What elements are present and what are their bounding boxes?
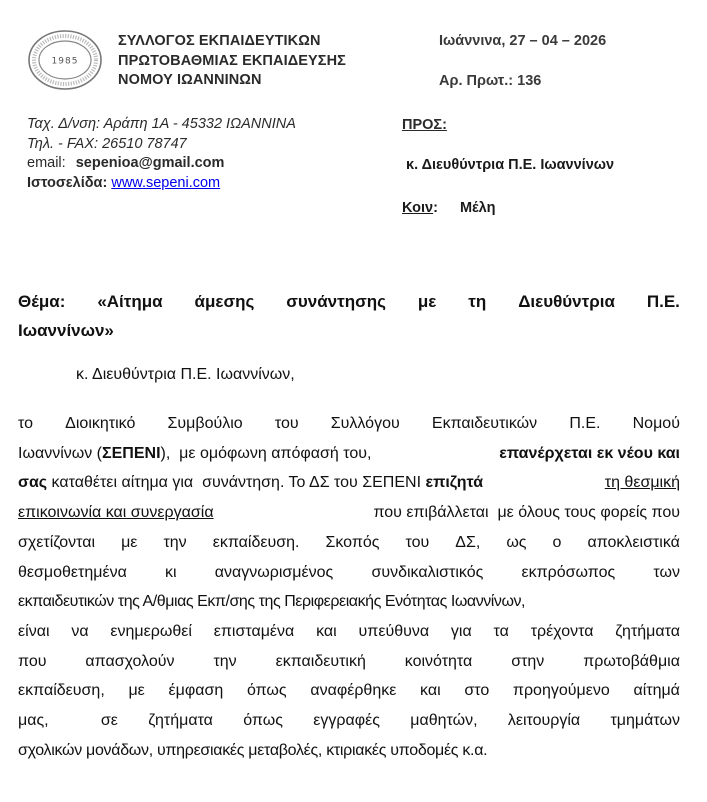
body-word: είναι — [18, 622, 50, 640]
body-word: Σκοπός — [325, 533, 380, 551]
subject-word: άμεσης — [194, 292, 255, 311]
body-line — [18, 498, 680, 528]
body-text: ), με ομόφωνη απόφασή του, — [160, 444, 372, 462]
body-line — [18, 558, 680, 588]
body-word: να — [71, 622, 89, 640]
body-word: αίτημά — [633, 682, 680, 700]
body-line — [18, 647, 680, 677]
protocol-number: Αρ. Πρωτ.: 136 — [439, 73, 542, 89]
body-segment — [18, 468, 483, 498]
body-word: Εκπαιδευτικών — [431, 415, 538, 432]
body-text: Ιωαννίνων ( — [18, 444, 103, 462]
body-word: λειτουργία — [507, 712, 581, 730]
subject-word: συνάντησης — [286, 292, 386, 311]
subject-word: τη — [468, 292, 487, 311]
body-word: αναγνωρισμένος — [214, 563, 334, 581]
body-line — [18, 528, 680, 558]
to-label: ΠΡΟΣ: — [402, 117, 447, 133]
body-word: εγγραφές — [313, 712, 380, 730]
cc-colon: : — [433, 200, 438, 216]
body-underlined: τη θεσμική — [604, 474, 680, 492]
body-word: εκπαίδευση, — [18, 682, 105, 700]
body-word: την — [213, 652, 237, 670]
body-word: επισταμένα — [213, 622, 295, 640]
body-word: απασχολούν — [85, 652, 175, 670]
body-word: εκπαιδευτική — [275, 652, 366, 670]
body-paragraph — [18, 409, 680, 765]
body-word: Π.Ε. — [569, 415, 601, 432]
body-word: αναφέρθηκε — [310, 682, 397, 700]
body-text: καταθέτει αίτημα για συνάντηση. Το ΔΣ του ΣΕΠΕΝΙ — [47, 474, 426, 492]
email-address: sepenioa@gmail.com — [75, 155, 225, 171]
body-word: εκπαίδευση. — [212, 533, 300, 551]
subject-word: «Αίτημα — [97, 292, 163, 311]
body-word: σχετίζονται — [18, 533, 96, 551]
seal-icon — [27, 29, 103, 91]
body-word: με — [121, 533, 138, 551]
body-word: Συμβούλιο — [167, 415, 243, 432]
cc-row — [402, 200, 496, 216]
body-line — [18, 439, 680, 469]
body-word: ενημερωθεί — [110, 622, 192, 640]
body-line — [18, 409, 680, 439]
org-line: ΝΟΜΟΥ ΙΩΑΝΝΙΝΩΝ — [118, 72, 262, 88]
body-text: εκπαιδευτικών της Α/θμιας Εκπ/σης της Περιφερειακής Ενότητας Ιωαννίνων, — [18, 593, 526, 611]
phone-fax: Τηλ. - FAX: 26510 78747 — [27, 135, 187, 152]
body-word: Συλλόγου — [330, 415, 400, 432]
subject-word: Θέμα: — [18, 292, 66, 311]
body-word: με — [128, 682, 145, 700]
body-word: κι — [165, 563, 177, 581]
seal-year: 1985 — [51, 56, 79, 67]
body-word: Διοικητικό — [65, 415, 136, 432]
body-word: συνδικαλιστικός — [371, 563, 484, 581]
subject-line: Ιωαννίνων» — [18, 321, 114, 340]
body-text: σχολικών μονάδων, υπηρεσιακές μεταβολές, κτιριακές υποδομές κ.α. — [18, 741, 488, 759]
body-word: τμημάτων — [610, 712, 680, 730]
website-link[interactable]: www.sepeni.com — [111, 174, 221, 191]
body-word: τα — [493, 622, 509, 640]
body-line — [18, 706, 680, 736]
body-line — [18, 587, 680, 617]
acronym-sepeni: ΣΕΠΕΝΙ — [102, 444, 161, 462]
contact-block — [27, 115, 296, 193]
subject-line — [18, 287, 680, 316]
body-word: θεσμοθετημένα — [18, 563, 127, 581]
body-emphasis: επανέρχεται εκ νέου και — [494, 444, 680, 462]
body-word: στην — [511, 652, 545, 670]
body-word: των — [653, 563, 680, 581]
body-word: υπεύθυνα — [358, 622, 430, 640]
body-word: ζητήματα — [615, 622, 680, 640]
body-word: που — [18, 652, 47, 670]
subject-word: με — [417, 292, 437, 311]
body-word: και — [316, 622, 337, 640]
org-line: ΣΥΛΛΟΓΟΣ ΕΚΠΑΙΔΕΥΤΙΚΩΝ — [118, 33, 321, 49]
body-word: στο — [464, 682, 490, 700]
body-word: σε — [100, 712, 118, 730]
body-segment — [18, 439, 371, 469]
body-emphasis: επιζητά — [425, 474, 484, 492]
body-word: αποκλειστικά — [587, 533, 680, 551]
body-word: την — [163, 533, 187, 551]
cc-label: Κοιν — [402, 200, 434, 216]
body-underlined: επικοινωνία και συνεργασία — [18, 504, 214, 522]
body-word: όπως — [246, 682, 287, 700]
body-word: του — [405, 533, 430, 551]
cc-value: Μέλη — [459, 200, 496, 216]
body-line — [18, 736, 680, 766]
body-word: πρωτοβάθμια — [583, 652, 680, 670]
body-word: και — [420, 682, 441, 700]
body-word: μας, — [18, 712, 49, 730]
body-word: το — [18, 415, 33, 432]
body-word: κοινότητα — [404, 652, 473, 670]
body-word: του — [274, 415, 299, 432]
org-line: ΠΡΩΤΟΒΑΘΜΙΑΣ ΕΚΠΑΙΔΕΥΣΗΣ — [118, 52, 346, 69]
body-word: ο — [552, 533, 562, 551]
body-word: ως — [506, 533, 527, 551]
body-word: μαθητών, — [410, 712, 478, 730]
subject — [18, 287, 680, 345]
body-word: όπως — [243, 712, 283, 730]
greeting: κ. Διευθύντρια Π.Ε. Ιωαννίνων, — [76, 366, 295, 383]
body-word: Νομού — [632, 415, 680, 432]
website-row — [27, 174, 296, 194]
website-label: Ιστοσελίδα: — [27, 174, 108, 191]
body-word: ζητήματα — [148, 712, 213, 730]
to-recipient: κ. Διευθύντρια Π.Ε. Ιωαννίνων — [406, 157, 615, 173]
subject-word: Π.Ε. — [646, 292, 680, 311]
letter-date: Ιωάννινα, 27 – 04 – 2026 — [439, 33, 607, 49]
body-word: ΔΣ, — [455, 533, 481, 551]
body-text: που επιβάλλεται με όλους τους φορείς που — [373, 504, 680, 522]
body-word: έμφαση — [168, 682, 224, 700]
body-word: εκπρόσωπος — [521, 563, 616, 581]
email-label: email: — [27, 155, 66, 171]
postal-address: Ταχ. Δ/νση: Αράπη 1Α - 45332 ΙΩΑΝΝΙΝΑ — [27, 116, 296, 132]
body-line — [18, 676, 680, 706]
body-emphasis: σας — [18, 474, 48, 492]
body-word: τρέχοντα — [530, 622, 594, 640]
organization-name — [118, 32, 346, 91]
body-line — [18, 617, 680, 647]
body-line — [18, 468, 680, 498]
body-word: προηγούμενο — [512, 682, 610, 700]
association-seal — [27, 29, 103, 91]
subject-word: Διευθύντρια — [518, 292, 615, 311]
email-row — [27, 154, 296, 174]
body-word: για — [450, 622, 472, 640]
